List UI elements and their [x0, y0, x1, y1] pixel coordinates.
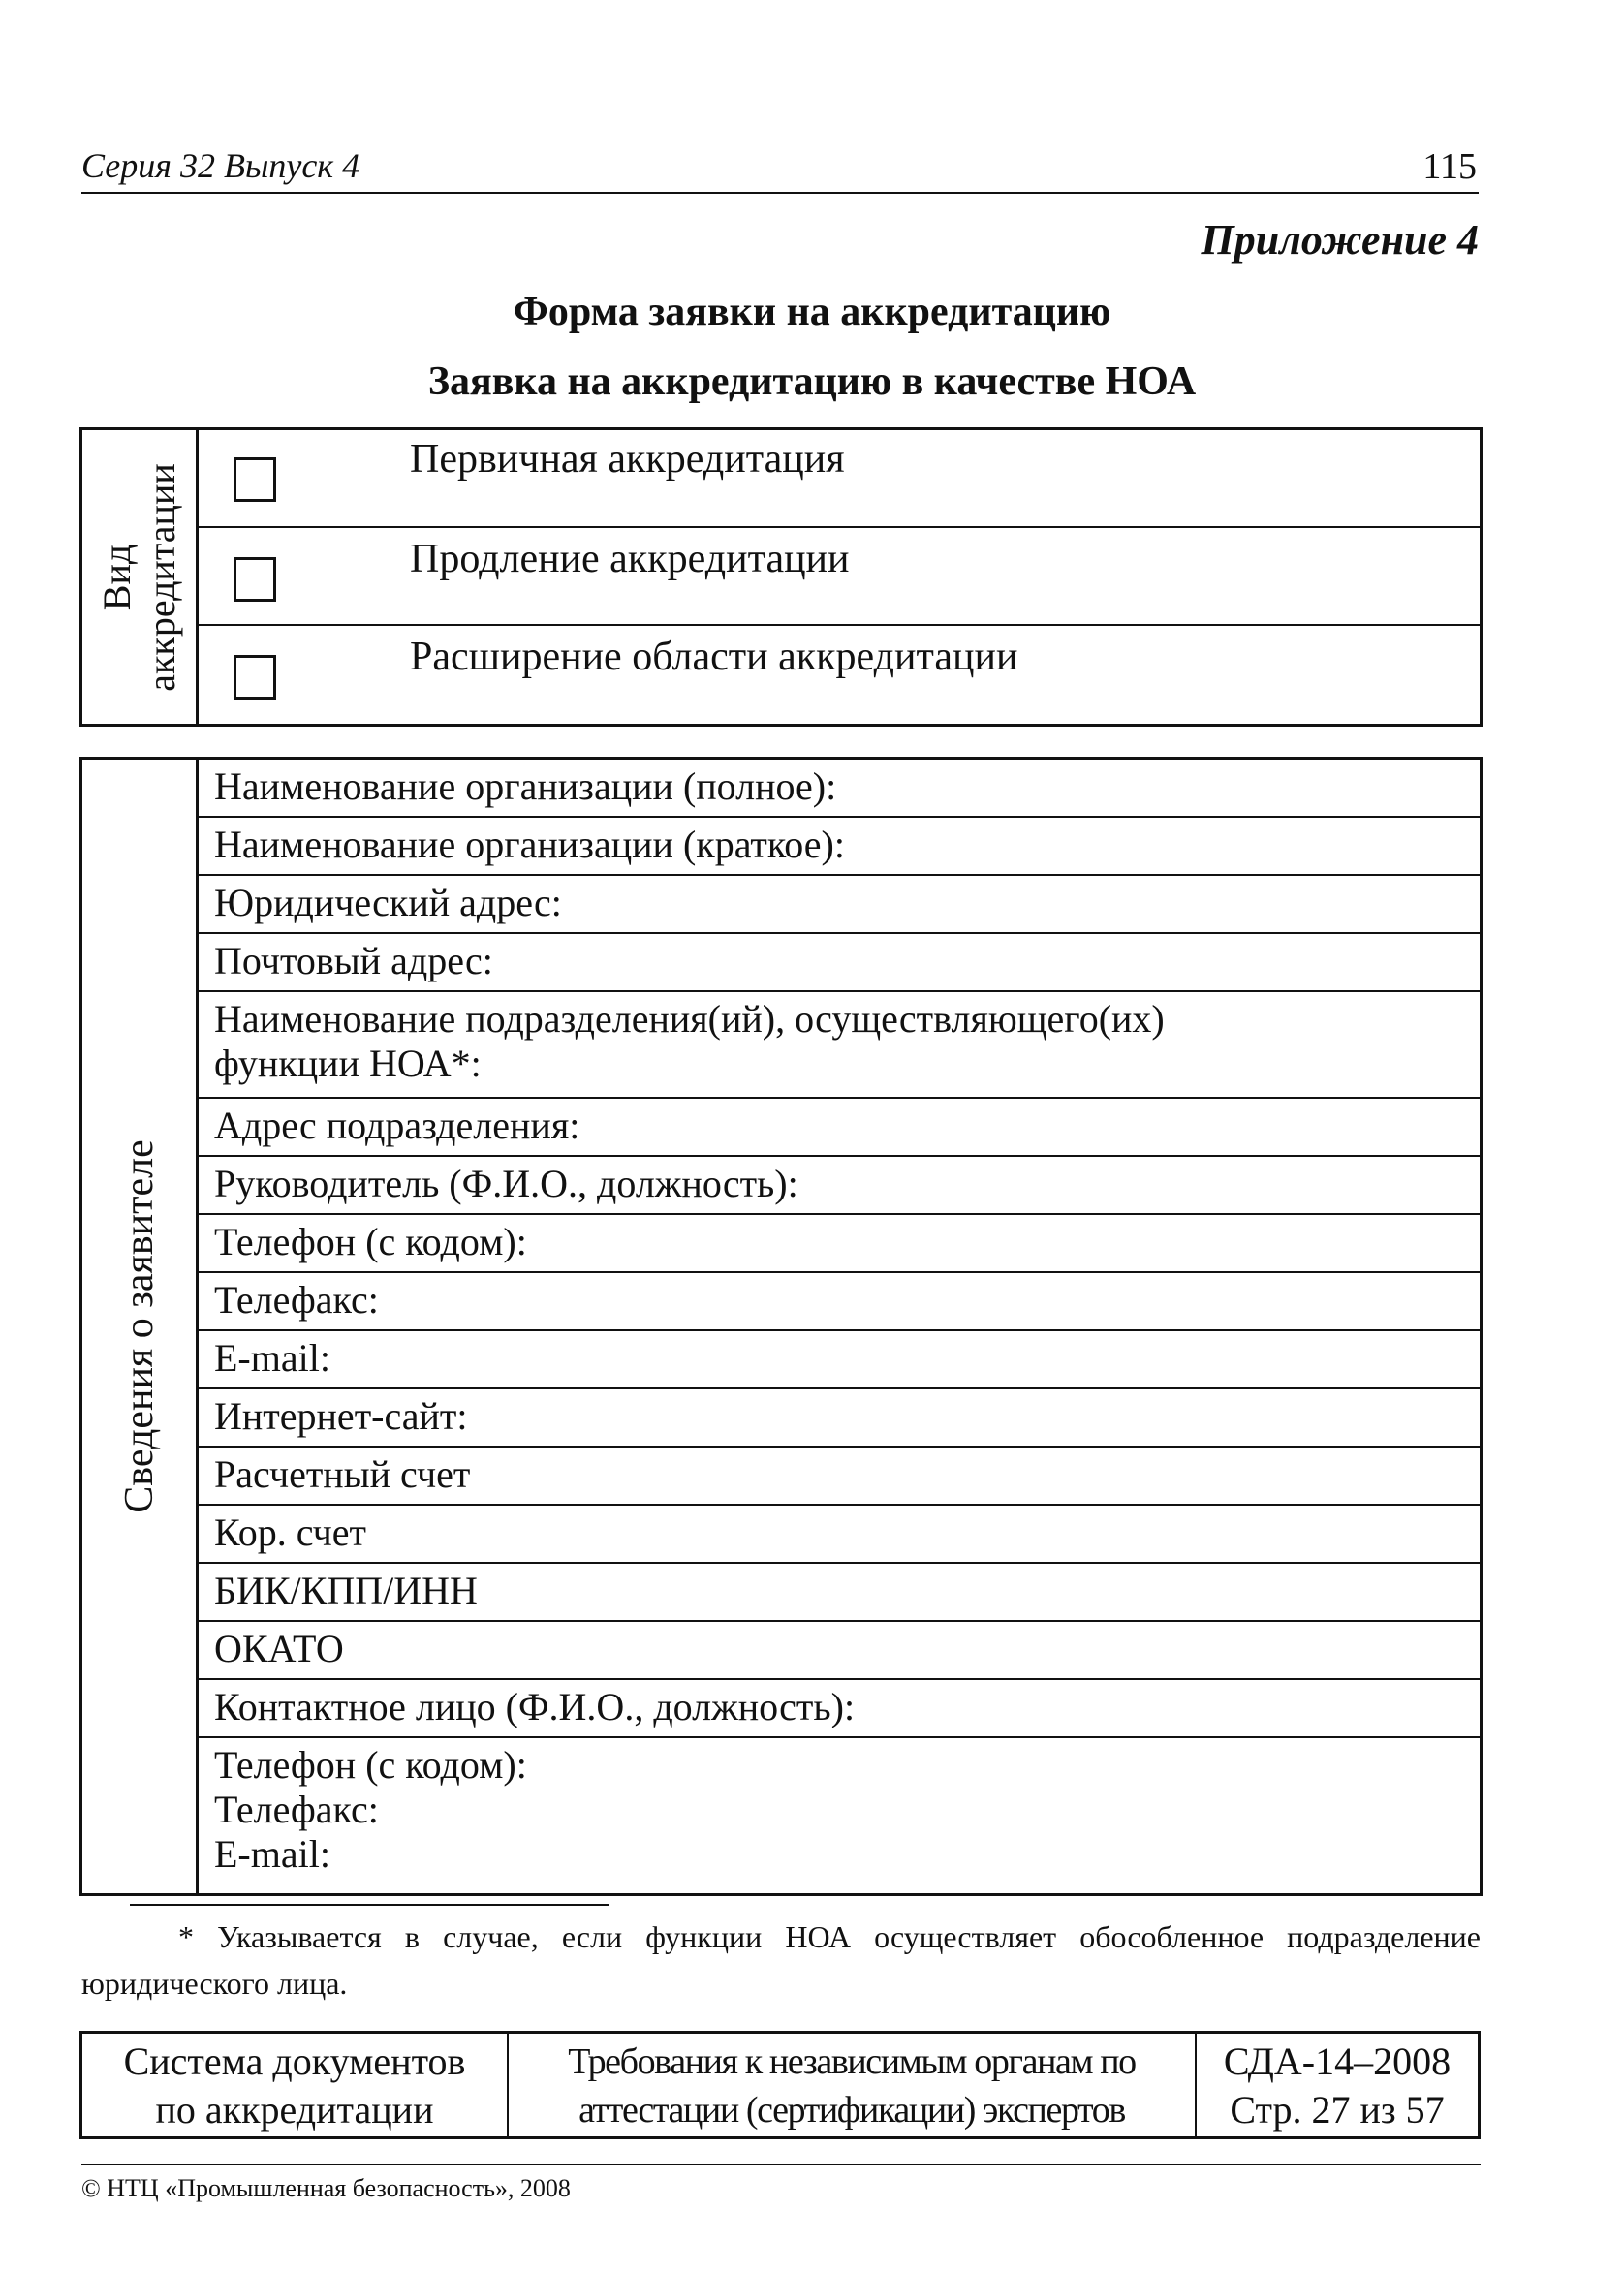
accreditation-option-label: Первичная аккредитация [410, 437, 845, 482]
page-number: 115 [1422, 146, 1477, 187]
applicant-field-label: Руководитель (Ф.И.О., должность): [214, 1162, 798, 1205]
document-info-table [79, 2031, 1481, 2139]
form-title: Форма заявки на аккредитацию [513, 290, 1111, 334]
applicant-field-row[interactable] [199, 1680, 1480, 1738]
accreditation-option-renewal[interactable] [199, 528, 1480, 626]
applicant-field-label: Наименование организации (полное): [214, 764, 837, 808]
applicant-info-side-header [82, 760, 199, 1893]
applicant-field-label: БИК/КПП/ИНН [214, 1569, 478, 1612]
applicant-field-label: Наименование подразделения(ий), осуществляющего(их) [214, 997, 1165, 1041]
doc-requirements-cell [509, 2034, 1197, 2136]
applicant-field-label: Почтовый адрес: [214, 939, 493, 982]
applicant-field-label: Телефакс: [214, 1278, 379, 1322]
checkbox-extension[interactable] [234, 655, 276, 700]
applicant-field-row[interactable] [199, 992, 1480, 1099]
accreditation-option-extension[interactable] [199, 626, 1480, 724]
applicant-field-row[interactable] [199, 1273, 1480, 1331]
applicant-field-label: E-mail: [214, 1336, 330, 1380]
applicant-field-label: ОКАТО [214, 1627, 344, 1670]
accreditation-type-side-header [82, 430, 199, 724]
doc-system-cell [82, 2034, 509, 2136]
footnote-rule [130, 1904, 609, 1906]
applicant-field-label: Телефон (с кодом): [214, 1743, 527, 1787]
applicant-field-label: Наименование организации (краткое): [214, 823, 845, 866]
applicant-info-side-label: Сведения о заявителе [116, 1139, 162, 1513]
applicant-field-label: Интернет-сайт: [214, 1394, 468, 1438]
applicant-field-row[interactable] [199, 1157, 1480, 1215]
accreditation-option-primary[interactable] [199, 430, 1480, 528]
applicant-field-row[interactable] [199, 1448, 1480, 1506]
applicant-field-row[interactable] [199, 1099, 1480, 1157]
applicant-field-row[interactable] [199, 1389, 1480, 1448]
applicant-field-label: Кор. счет [214, 1510, 366, 1554]
appendix-label: Приложение 4 [1201, 216, 1479, 264]
application-title: Заявка на аккредитацию в качестве НОА [427, 359, 1197, 404]
applicant-field-label: Контактное лицо (Ф.И.О., должность): [214, 1685, 856, 1728]
applicant-field-row[interactable] [199, 1622, 1480, 1680]
applicant-field-label: Юридический адрес: [214, 881, 562, 924]
footnote: * Указывается в случае, если функции НОА осуществляет обособленное подразделение юридического лица. [81, 1919, 1481, 2001]
doc-requirements-line: Требования к независимым органам по [568, 2041, 1136, 2082]
applicant-field-row[interactable] [199, 1215, 1480, 1273]
doc-page-counter: Стр. 27 из 57 [1230, 2088, 1445, 2132]
applicant-field-row[interactable] [199, 1738, 1480, 1893]
checkbox-renewal[interactable] [234, 557, 276, 602]
applicant-field-row[interactable] [199, 760, 1480, 818]
accreditation-option-label: Расширение области аккредитации [410, 635, 1018, 679]
copyright: © НТЦ «Промышленная безопасность», 2008 [81, 2174, 571, 2202]
doc-requirements-line: аттестации (сертификации) экспертов [578, 2090, 1125, 2131]
applicant-field-label: Телефон (с кодом): [214, 1220, 527, 1263]
accreditation-type-side-label [95, 463, 184, 692]
applicant-field-label: E-mail: [214, 1832, 330, 1876]
applicant-field-label: Расчетный счет [214, 1452, 471, 1496]
applicant-field-row[interactable] [199, 876, 1480, 934]
accreditation-option-label: Продление аккредитации [410, 537, 850, 581]
series-label: Серия 32 Выпуск 4 [81, 146, 360, 185]
applicant-field-row[interactable] [199, 1331, 1480, 1389]
applicant-info-table [79, 757, 1483, 1896]
applicant-field-label: Адрес подразделения: [214, 1104, 580, 1147]
doc-code-cell [1197, 2034, 1478, 2136]
side-label-line: аккредитации [139, 462, 183, 692]
applicant-field-row[interactable] [199, 818, 1480, 876]
doc-system-line: по аккредитации [155, 2088, 434, 2132]
header-rule [81, 192, 1479, 194]
applicant-field-label: Телефакс: [214, 1788, 379, 1831]
applicant-field-label: функции НОА*: [214, 1042, 482, 1085]
side-label-line: Вид [94, 544, 139, 610]
applicant-info-rows [199, 760, 1480, 1893]
doc-code: СДА-14–2008 [1223, 2039, 1452, 2083]
doc-system-line: Система документов [123, 2039, 466, 2083]
applicant-field-row[interactable] [199, 1564, 1480, 1622]
accreditation-type-table [79, 427, 1483, 727]
applicant-field-row[interactable] [199, 934, 1480, 992]
footer-rule [81, 2164, 1481, 2165]
checkbox-primary[interactable] [234, 457, 276, 502]
applicant-field-row[interactable] [199, 1506, 1480, 1564]
